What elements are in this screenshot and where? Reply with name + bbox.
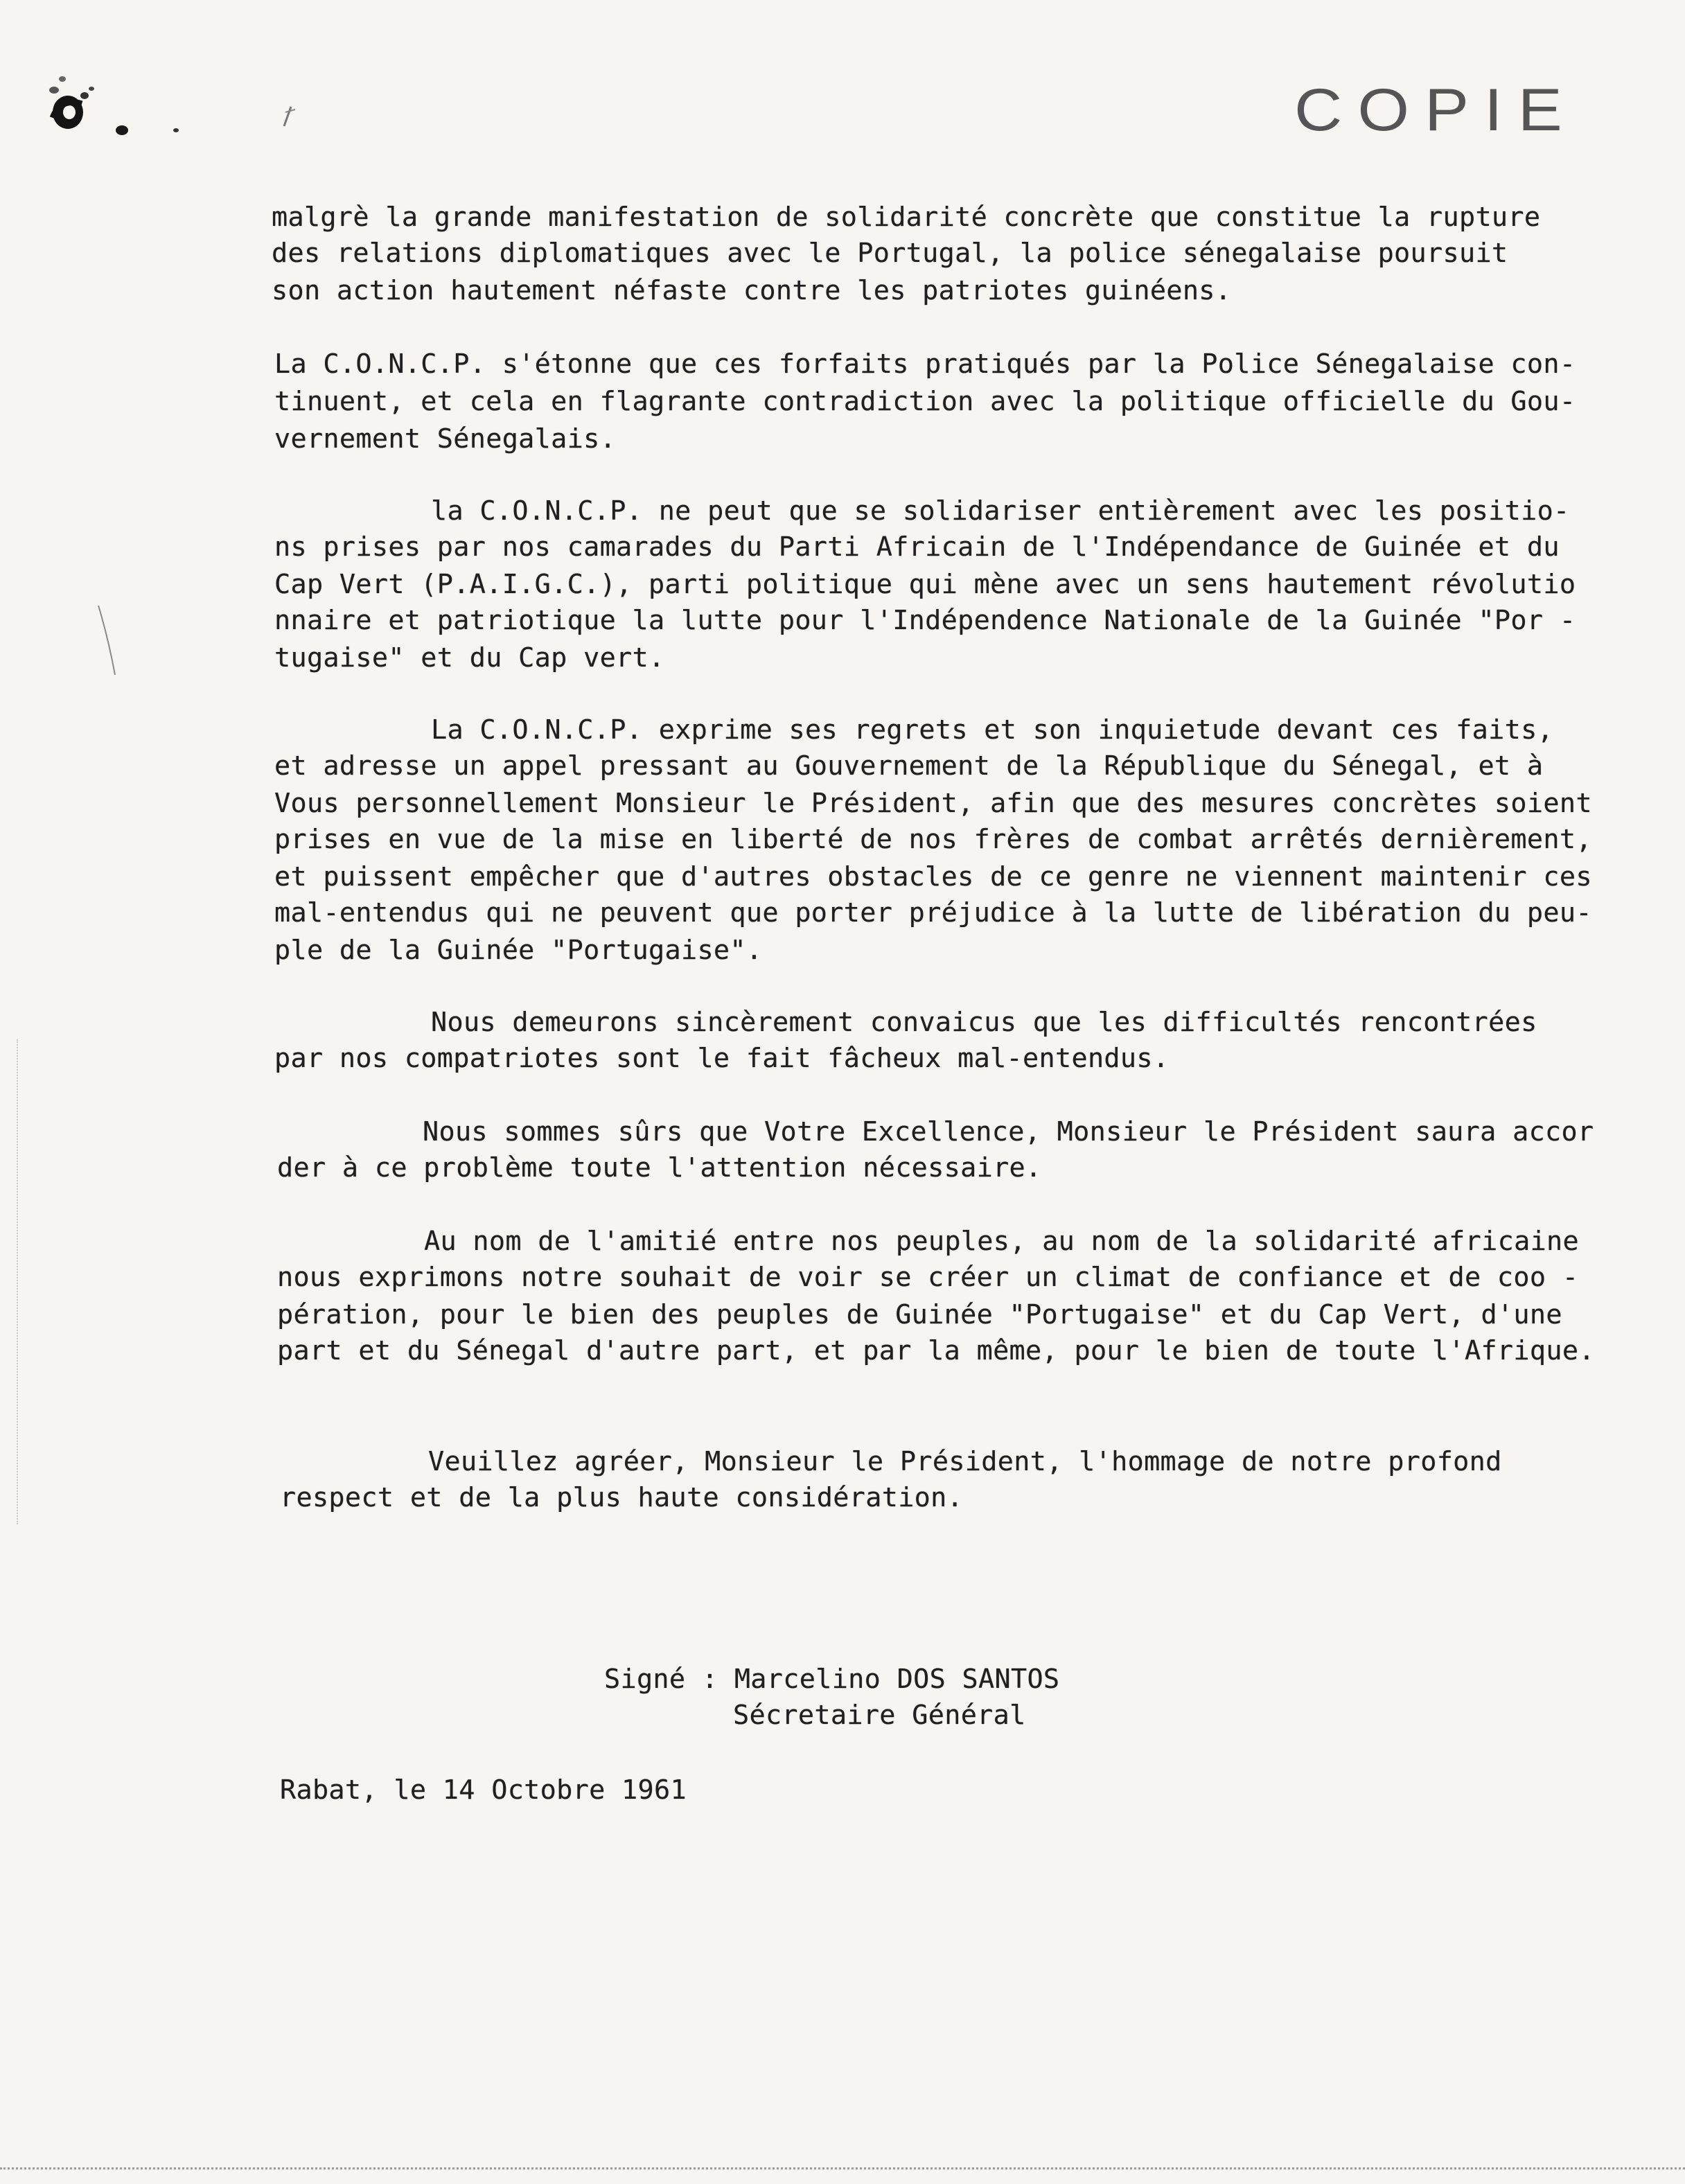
body-line: La C.O.N.C.P. exprime ses regrets et son inquietude devant ces faits,: [431, 714, 1554, 746]
body-line: part et du Sénegal d'autre part, et par la même, pour le bien de toute l'Afrique.: [277, 1335, 1595, 1366]
body-line: ns prises par nos camarades du Parti Africain de l'Indépendance de Guinée et du: [274, 531, 1560, 563]
place-date: Rabat, le 14 Octobre 1961: [280, 1774, 687, 1806]
copie-stamp: COPIE: [1294, 76, 1578, 143]
body-line: prises en vue de la mise en liberté de nos frères de combat arrêtés dernièrement,: [274, 824, 1592, 855]
body-line: Veuillez agréer, Monsieur le Président, l'hommage de notre profond: [428, 1446, 1502, 1477]
body-line: par nos compatriotes sont le fait fâcheux mal-entendus.: [274, 1043, 1170, 1074]
margin-stroke-mark: [94, 603, 122, 679]
body-line: tugaise" et du Cap vert.: [274, 642, 665, 673]
body-line: et puissent empêcher que d'autres obstacles de ce genre ne viennent maintenir ces: [274, 861, 1592, 892]
signature-line: Signé : Marcelino DOS SANTOS: [604, 1664, 1060, 1695]
page-bottom-edge: [0, 2167, 1685, 2169]
body-line: pération, pour le bien des peuples de Guinée "Portugaise" et du Cap Vert, d'une: [277, 1299, 1562, 1330]
body-line: ple de la Guinée "Portugaise".: [274, 935, 763, 966]
body-line: malgrè la grande manifestation de solidarité concrète que constitue la rupture: [272, 202, 1541, 233]
body-line: son action hautement néfaste contre les patriotes guinéens.: [272, 275, 1232, 306]
body-line: der à ce problème toute l'attention nécessaire.: [277, 1152, 1042, 1183]
body-line: mal-entendus qui ne peuvent que porter préjudice à la lutte de libération du peu-: [274, 897, 1592, 928]
body-line: tinuent, et cela en flagrante contradiction avec la politique officielle du Gou-: [274, 386, 1576, 417]
body-line: la C.O.N.C.P. ne peut que se solidariser entièrement avec les positio-: [431, 495, 1570, 527]
body-line: Nous demeurons sincèrement convaicus que les difficultés rencontrées: [431, 1007, 1537, 1038]
body-line: Vous personnellement Monsieur le Président, afin que des mesures concrètes soient: [274, 788, 1592, 819]
body-line: vernement Sénegalais.: [274, 423, 617, 455]
body-line: La C.O.N.C.P. s'étonne que ces forfaits pratiqués par la Police Sénegalaise con-: [274, 349, 1576, 380]
ink-blot-marks: [28, 49, 319, 166]
body-line: nnaire et patriotique la lutte pour l'Indépendence Nationale de la Guinée "Por -: [274, 605, 1576, 636]
body-line: Nous sommes sûrs que Votre Excellence, Monsieur le Président saura accor: [423, 1116, 1594, 1147]
body-line: Au nom de l'amitié entre nos peuples, au nom de la solidarité africaine: [424, 1226, 1580, 1257]
body-line: respect et de la plus haute considération.: [280, 1482, 964, 1513]
signatory-title: Sécretaire Général: [733, 1700, 1026, 1731]
body-line: nous exprimons notre souhait de voir se créer un climat de confiance et de coo -: [277, 1262, 1579, 1293]
body-line: et adresse un appel pressant au Gouvernement de la République du Sénegal, et à: [274, 750, 1544, 782]
body-line: Cap Vert (P.A.I.G.C.), parti politique qui mène avec un sens hautement révolutio: [274, 569, 1576, 600]
body-line: des relations diplomatiques avec le Portugal, la police sénegalaise poursuit: [272, 238, 1508, 269]
left-edge-specks: [17, 1039, 21, 1524]
